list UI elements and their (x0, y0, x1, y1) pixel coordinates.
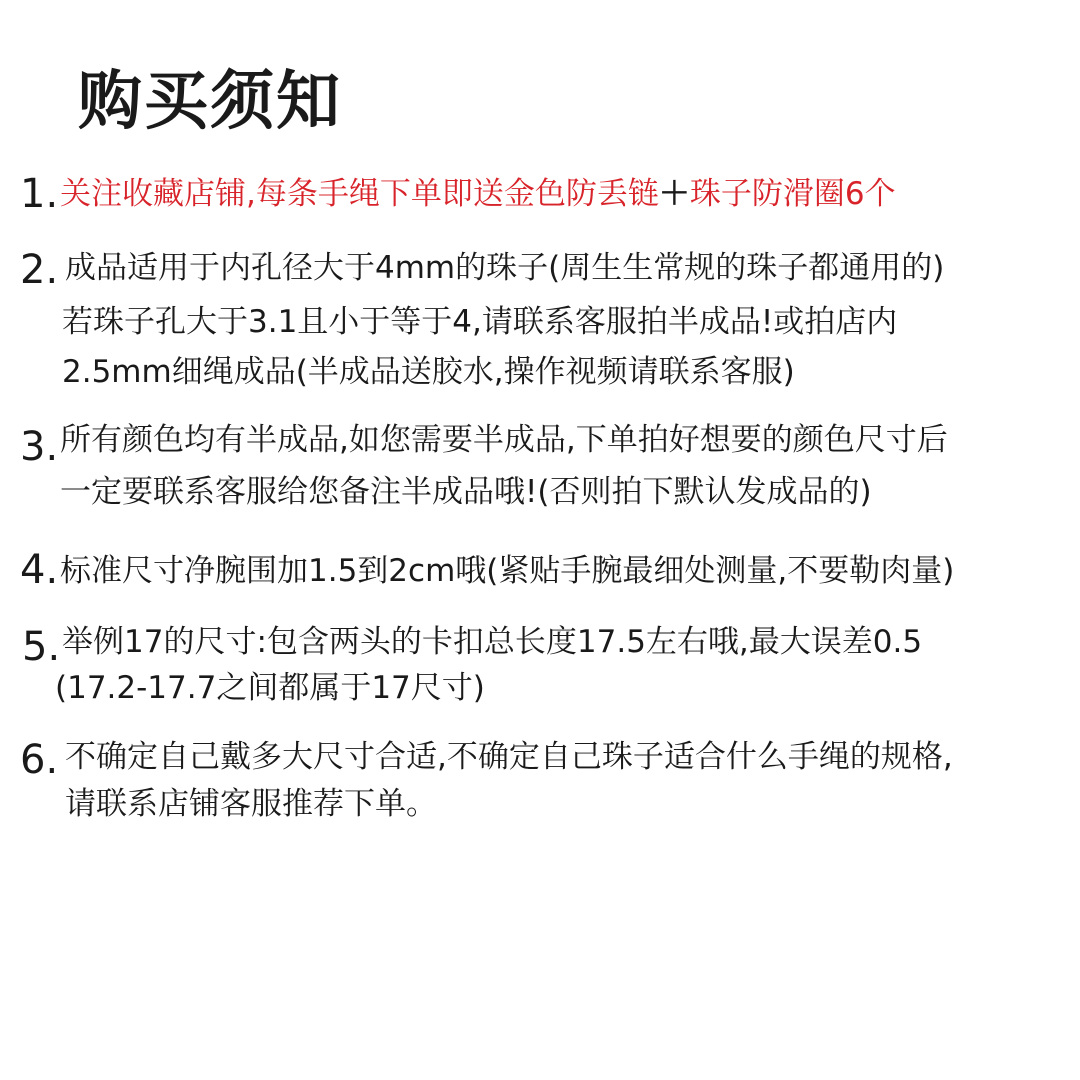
item-4-number: 4. (20, 547, 59, 593)
item-5-number: 5. (22, 624, 61, 670)
item-1-text-part-2: 珠子防滑圈6个 (689, 176, 896, 212)
item-1-number: 1. (20, 171, 59, 217)
item-6-line-1: 不确定自己戴多大尺寸合适,不确定自己珠子适合什么手绳的规格, (65, 739, 953, 775)
item-2-line-2: 若珠子孔大于3.1且小于等于4,请联系客服拍半成品!或拍店内 (62, 304, 898, 340)
item-2-line-3: 2.5mm细绳成品(半成品送胶水,操作视频请联系客服) (62, 354, 795, 390)
item-1-text (60, 172, 896, 216)
item-3-number: 3. (20, 424, 59, 470)
page-title: 购买须知 (78, 65, 342, 139)
item-5-line-2: (17.2-17.7之间都属于17尺寸) (55, 670, 485, 706)
item-5-line-1: 举例17的尺寸:包含两头的卡扣总长度17.5左右哦,最大误差0.5 (62, 624, 923, 660)
item-4-line-1: 标准尺寸净腕围加1.5到2cm哦(紧贴手腕最细处测量,不要勒肉量) (60, 553, 955, 589)
plus-sign: ＋ (658, 176, 690, 212)
item-6-number: 6. (20, 737, 59, 783)
item-3-line-1: 所有颜色均有半成品,如您需要半成品,下单拍好想要的颜色尺寸后 (60, 422, 948, 458)
item-2-line-1: 成品适用于内孔径大于4mm的珠子(周生生常规的珠子都通用的) (65, 250, 945, 286)
item-1-text-part-1: 关注收藏店铺,每条手绳下单即送金色防丢链 (60, 176, 659, 212)
item-6-line-2: 请联系店铺客服推荐下单。 (65, 786, 437, 822)
item-3-line-2: 一定要联系客服给您备注半成品哦!(否则拍下默认发成品的) (60, 474, 872, 510)
item-2-number: 2. (20, 247, 59, 293)
